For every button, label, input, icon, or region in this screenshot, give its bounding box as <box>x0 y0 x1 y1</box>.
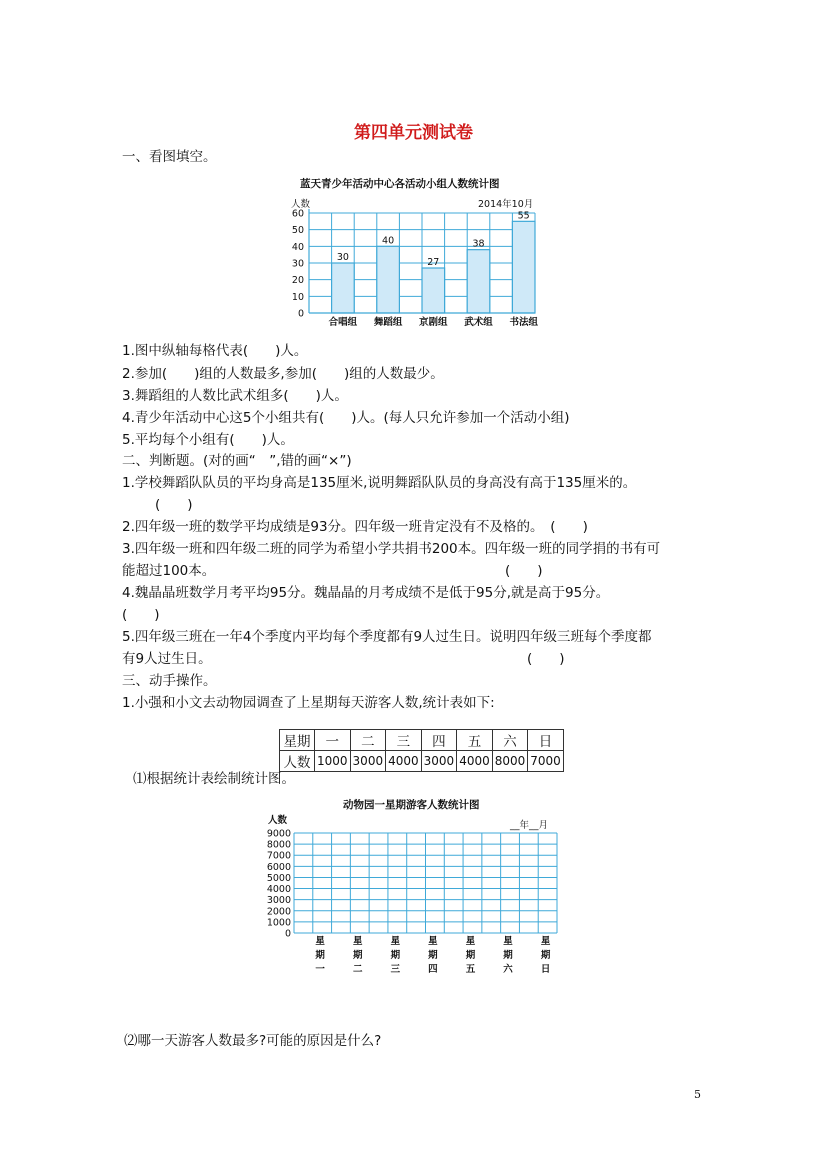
section-1-heading: 一、看图填空。 <box>122 149 217 165</box>
chart2-title: 动物园一星期游客人数统计图 <box>343 799 480 811</box>
q1-item-3: 3.舞蹈组的人数比武术组多( )人。 <box>122 388 348 404</box>
chart2-date: __年__月 <box>510 820 549 831</box>
chart2-category-label: 四 <box>428 964 438 975</box>
chart1-date: 2014年10月 <box>478 199 534 210</box>
chart2-category-label: 星 <box>503 936 513 947</box>
section-3-heading: 三、动手操作。 <box>122 673 217 689</box>
chart1-ylabel: 人数 <box>291 199 311 210</box>
visitor-table <box>279 729 564 772</box>
chart2-tick-label: 2000 <box>266 906 291 918</box>
chart2-category-label: 二 <box>352 964 363 975</box>
chart1-data-label: 27 <box>427 257 440 268</box>
chart2-category-label: 期 <box>465 950 476 961</box>
chart1-tick-label: 10 <box>291 291 304 303</box>
table-cell: 四 <box>421 730 457 751</box>
chart1-tick-label: 50 <box>291 225 304 237</box>
chart2-category-label: 一 <box>315 964 325 975</box>
chart1-data-label: 40 <box>382 235 395 247</box>
chart2-category-label: 三 <box>390 964 401 975</box>
chart1-tick-label: 30 <box>291 258 304 270</box>
q2-item-4-answer: ( ) <box>122 607 160 623</box>
chart1-bar <box>512 221 535 313</box>
q2-item-2: 2.四年级一班的数学平均成绩是93分。四年级一班肯定没有不及格的。 ( ) <box>122 519 588 535</box>
q1-item-1: 1.图中纵轴每格代表( )人。 <box>122 343 308 359</box>
table-cell: 二 <box>350 730 386 751</box>
chart2-tick-label: 1000 <box>266 917 291 929</box>
chart1-bar <box>422 268 445 313</box>
q2-item-1-answer: ( ) <box>155 497 193 513</box>
q1-item-4: 4.青少年活动中心这5个小组共有( )人。(每人只允许参加一个活动小组) <box>122 410 570 426</box>
table-cell: 一 <box>315 730 351 751</box>
chart1-category-label: 舞蹈组 <box>373 317 403 328</box>
q3-part-1: ⑴根据统计表绘制统计图。 <box>133 771 295 787</box>
chart1-bar-chart <box>0 200 827 350</box>
page-title: 第四单元测试卷 <box>354 123 473 143</box>
chart2-category-label: 日 <box>540 964 551 975</box>
chart1-category-label: 京剧组 <box>419 317 448 328</box>
table-cell: 人数 <box>280 751 315 772</box>
q2-item-3-cont: 能超过100本。 <box>122 563 216 579</box>
chart2-tick-label: 4000 <box>266 884 291 896</box>
chart1-bar <box>332 263 355 313</box>
chart2-category-label: 期 <box>315 950 325 961</box>
table-cell: 7000 <box>528 751 564 772</box>
chart2-category-label: 期 <box>352 950 363 961</box>
chart1-tick-label: 0 <box>297 308 304 320</box>
chart1-bar <box>467 250 490 313</box>
chart2-category-label: 期 <box>428 950 438 961</box>
q2-item-5: 5.四年级三班在一年4个季度内平均每个季度都有9人过生日。说明四年级三班每个季度都 <box>122 629 652 645</box>
q2-item-1: 1.学校舞蹈队队员的平均身高是135厘米,说明舞蹈队队员的身高没有高于135厘米的。 <box>122 475 637 491</box>
chart2-ylabel: 人数 <box>268 815 288 826</box>
chart1-tick-label: 60 <box>291 208 304 220</box>
chart2-category-label: 星 <box>540 936 551 947</box>
chart2-category-label: 期 <box>540 950 551 961</box>
chart2-category-label: 星 <box>428 936 438 947</box>
chart1-tick-label: 20 <box>291 275 304 287</box>
q2-item-4: 4.魏晶晶班数学月考平均95分。魏晶晶的月考成绩不是低于95分,就是高于95分。 <box>122 585 610 601</box>
chart2-category-label: 期 <box>503 950 513 961</box>
chart2-category-label: 六 <box>503 964 513 975</box>
table-cell: 五 <box>457 730 493 751</box>
q2-item-3-answer: ( ) <box>505 563 543 579</box>
chart1-data-label: 38 <box>472 238 485 250</box>
chart2-tick-label: 7000 <box>266 850 291 862</box>
table-row <box>280 751 564 772</box>
chart2-category-label: 星 <box>352 936 363 947</box>
chart2-tick-label: 9000 <box>266 828 291 840</box>
table-cell: 1000 <box>315 751 351 772</box>
chart1-category-label: 合唱组 <box>328 317 358 328</box>
table-cell: 星期 <box>280 730 315 751</box>
q2-item-3: 3.四年级一班和四年级二班的同学为希望小学共捐书200本。四年级一班的同学捐的书有可 <box>122 541 661 557</box>
chart2-tick-label: 8000 <box>266 839 291 851</box>
chart1-tick-label: 40 <box>291 241 304 253</box>
chart1-data-label: 30 <box>336 252 349 263</box>
q1-item-2: 2.参加( )组的人数最多,参加( )组的人数最少。 <box>122 366 444 382</box>
q3-intro: 1.小强和小文去动物园调查了上星期每天游客人数,统计表如下: <box>122 695 495 711</box>
chart2-tick-label: 3000 <box>266 895 291 907</box>
chart2-category-label: 星 <box>315 936 325 947</box>
chart2-tick-label: 6000 <box>266 861 291 873</box>
chart2-category-label: 五 <box>465 964 476 975</box>
table-cell: 4000 <box>457 751 493 772</box>
table-header-row <box>280 730 564 751</box>
chart1-bar <box>377 246 400 313</box>
chart2-empty-grid <box>0 820 827 980</box>
chart1-category-label: 书法组 <box>509 317 538 328</box>
chart2-category-label: 期 <box>390 950 401 961</box>
chart2-category-label: 星 <box>390 936 401 947</box>
chart1-data-label: 55 <box>517 210 530 222</box>
page-number: 5 <box>694 1088 701 1101</box>
table-cell: 三 <box>386 730 422 751</box>
q2-item-5-cont: 有9人过生日。 <box>122 651 212 667</box>
chart2-tick-label: 0 <box>284 928 291 940</box>
chart1-title: 蓝天青少年活动中心各活动小组人数统计图 <box>300 178 500 190</box>
table-cell: 3000 <box>421 751 457 772</box>
chart2-tick-label: 5000 <box>266 872 291 884</box>
q3-part-2: ⑵哪一天游客人数最多?可能的原因是什么? <box>124 1033 382 1049</box>
table-cell: 4000 <box>386 751 422 772</box>
table-cell: 六 <box>492 730 528 751</box>
chart1-category-label: 武术组 <box>464 317 493 328</box>
q2-item-5-answer: ( ) <box>527 651 565 667</box>
table-cell: 3000 <box>350 751 386 772</box>
table-cell: 8000 <box>492 751 528 772</box>
chart2-category-label: 星 <box>465 936 476 947</box>
table-cell: 日 <box>528 730 564 751</box>
section-2-heading: 二、判断题。(对的画“ ”,错的画“×”) <box>122 453 352 469</box>
q1-item-5: 5.平均每个小组有( )人。 <box>122 432 294 448</box>
